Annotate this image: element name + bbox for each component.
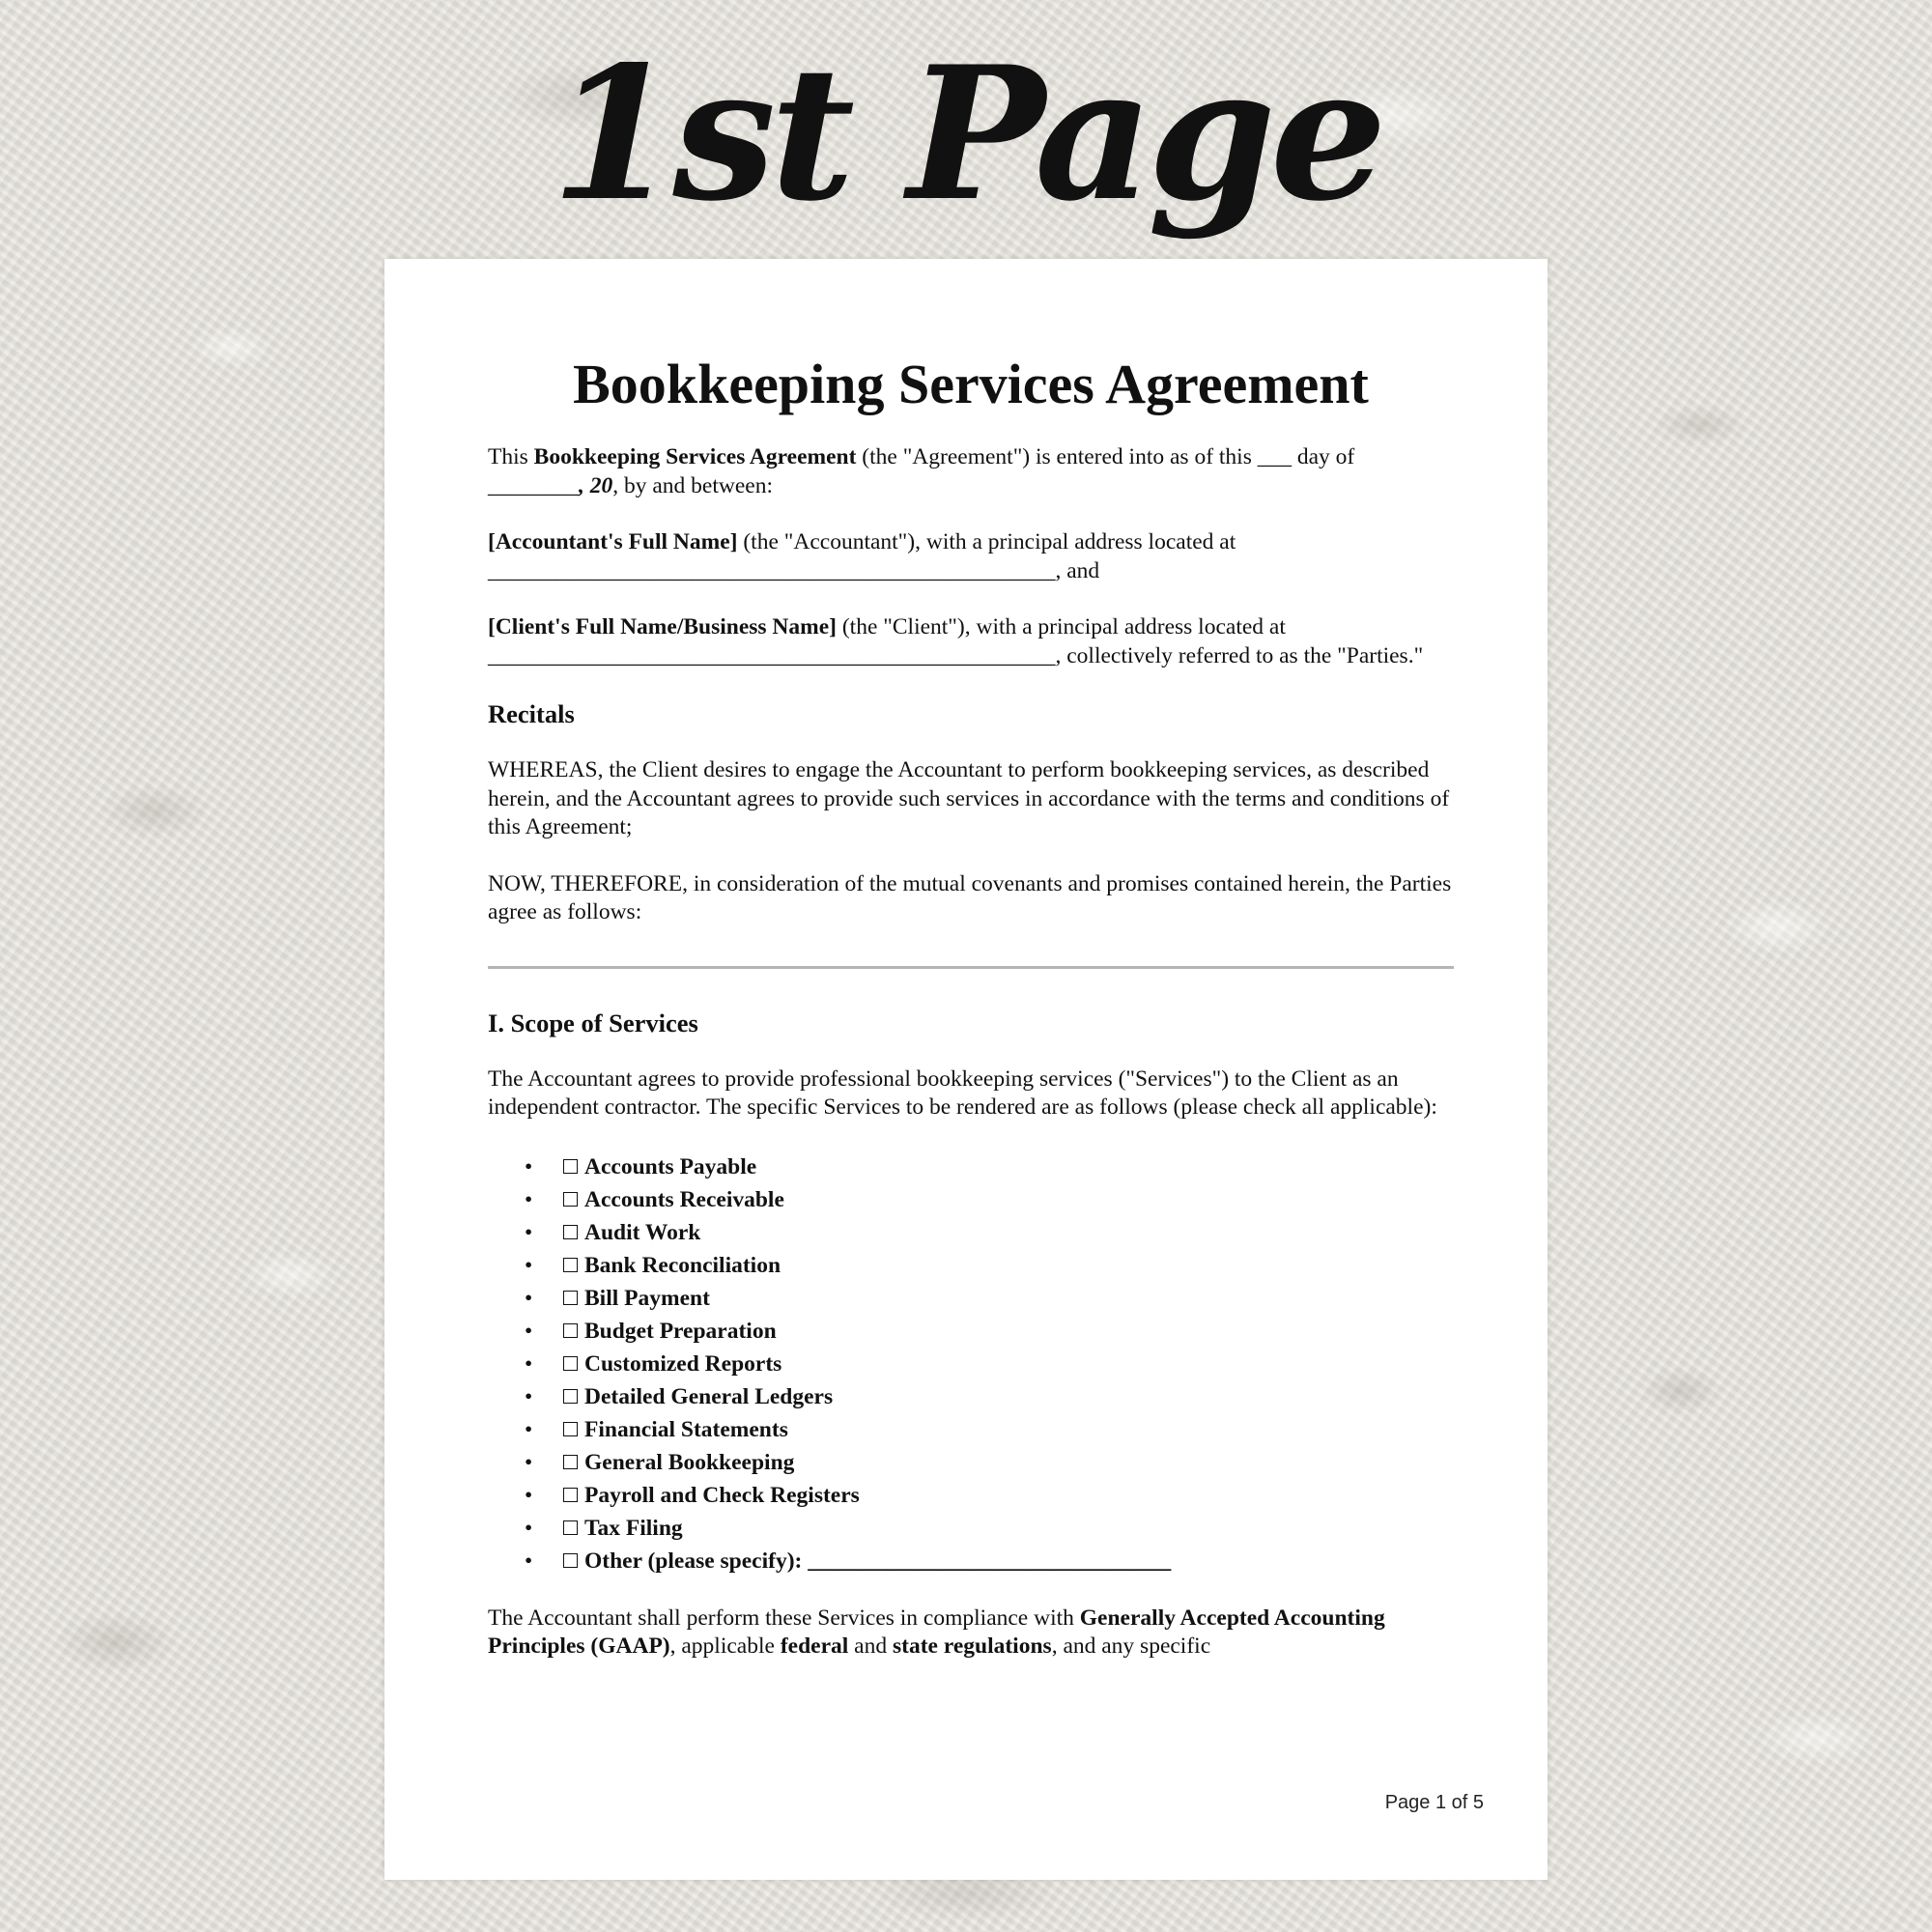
scope-heading: I. Scope of Services (488, 1008, 698, 1037)
banner-title: 1st Page (551, 26, 1381, 242)
checkbox-icon[interactable] (563, 1159, 578, 1174)
service-item[interactable] (525, 1348, 1454, 1380)
compliance-text: and (848, 1634, 893, 1659)
service-label: Budget Preparation (584, 1318, 777, 1344)
service-item[interactable] (525, 1413, 1454, 1446)
service-label: Accounts Payable (584, 1153, 757, 1179)
bullet: • (525, 1186, 533, 1212)
services-checklist (488, 1151, 1454, 1577)
checkbox-icon[interactable] (563, 1520, 578, 1535)
client-address-text: (the "Client"), with a principal address located at __________________________________________________, collectively referred to as the "Parties." (488, 614, 1424, 668)
document-page (384, 259, 1548, 1880)
service-label: Accounts Receivable (584, 1186, 784, 1212)
compliance-text: The Accountant shall perform these Services in compliance with (488, 1605, 1080, 1631)
compliance-text: , and any specific (1051, 1634, 1211, 1659)
therefore-paragraph: NOW, THEREFORE, in consideration of the mutual covenants and promises contained herein, the Parties agree as follows: (488, 870, 1452, 924)
service-label: Detailed General Ledgers (584, 1383, 834, 1409)
checkbox-icon[interactable] (563, 1455, 578, 1469)
checkbox-icon[interactable] (563, 1192, 578, 1207)
checkbox-icon[interactable] (563, 1225, 578, 1239)
checkbox-icon[interactable] (563, 1258, 578, 1272)
service-label: Other (please specify): ________________________________ (584, 1548, 1172, 1574)
federal-term: federal (780, 1634, 849, 1659)
bullet: • (525, 1416, 533, 1442)
compliance-paragraph (488, 1605, 1454, 1662)
state-regulations-term: state regulations (892, 1634, 1052, 1659)
accountant-name-placeholder: [Accountant's Full Name] (488, 529, 738, 554)
service-label: Bill Payment (584, 1285, 710, 1311)
service-label: Customized Reports (584, 1350, 782, 1377)
whereas-paragraph: WHEREAS, the Client desires to engage the Accountant to perform bookkeeping services, as described herein, and the Accountant agrees to provide such services in accordance with the terms and conditions of this Agreement; (488, 757, 1450, 839)
bullet: • (525, 1350, 533, 1377)
service-item[interactable] (525, 1151, 1454, 1183)
intro-agreement-name: Bookkeeping Services Agreement (533, 444, 857, 469)
service-item[interactable] (525, 1446, 1454, 1479)
document-body (488, 351, 1454, 1690)
checkbox-icon[interactable] (563, 1356, 578, 1371)
bullet: • (525, 1515, 533, 1541)
checkbox-icon[interactable] (563, 1323, 578, 1338)
service-label: Payroll and Check Registers (584, 1482, 860, 1508)
service-item[interactable] (525, 1183, 1454, 1216)
service-label: Tax Filing (584, 1515, 683, 1541)
bullet: • (525, 1383, 533, 1409)
compliance-text: , applicable (669, 1634, 781, 1659)
intro-paragraph (488, 443, 1454, 500)
checkbox-icon[interactable] (563, 1488, 578, 1502)
service-item[interactable] (525, 1545, 1454, 1577)
client-paragraph (488, 613, 1454, 670)
bullet: • (525, 1318, 533, 1344)
intro-year: , 20 (579, 472, 613, 498)
checkbox-icon[interactable] (563, 1553, 578, 1568)
service-item[interactable] (525, 1216, 1454, 1249)
client-name-placeholder: [Client's Full Name/Business Name] (488, 614, 837, 639)
service-item[interactable] (525, 1249, 1454, 1282)
section-divider (488, 966, 1454, 969)
bullet: • (525, 1285, 533, 1311)
service-item[interactable] (525, 1512, 1454, 1545)
document-title: Bookkeeping Services Agreement (573, 353, 1369, 415)
intro-text: , by and between: (612, 472, 774, 498)
checkbox-icon[interactable] (563, 1389, 578, 1404)
service-label: Bank Reconciliation (584, 1252, 781, 1278)
bullet: • (525, 1449, 533, 1475)
service-label: General Bookkeeping (584, 1449, 795, 1475)
scope-intro-paragraph: The Accountant agrees to provide professional bookkeeping services ("Services") to the Client as an independent contractor. The specific Services to be rendered are as follows (please check all applicable): (488, 1065, 1437, 1120)
bullet: • (525, 1219, 533, 1245)
bullet: • (525, 1252, 533, 1278)
bullet: • (525, 1153, 533, 1179)
accountant-address-text: (the "Accountant"), with a principal address located at __________________________________________________, and (488, 529, 1236, 583)
bullet: • (525, 1482, 533, 1508)
bullet: • (525, 1548, 533, 1574)
service-item[interactable] (525, 1479, 1454, 1512)
accountant-paragraph (488, 528, 1454, 585)
intro-text: This (488, 444, 534, 469)
service-item[interactable] (525, 1282, 1454, 1315)
checkbox-icon[interactable] (563, 1422, 578, 1436)
service-item[interactable] (525, 1315, 1454, 1348)
recitals-heading: Recitals (488, 699, 575, 728)
service-item[interactable] (525, 1380, 1454, 1413)
banner-svg (0, 19, 1932, 261)
service-label: Financial Statements (584, 1416, 788, 1442)
service-label: Audit Work (584, 1219, 701, 1245)
page-number: Page 1 of 5 (1384, 1792, 1484, 1813)
checkbox-icon[interactable] (563, 1291, 578, 1305)
gaap-term: Generally Accepted Accounting Principles (GAAP) (488, 1605, 1385, 1659)
page-banner (0, 19, 1932, 261)
intro-text: (the "Agreement") is entered into as of this ___ day of ________ (488, 444, 1355, 498)
